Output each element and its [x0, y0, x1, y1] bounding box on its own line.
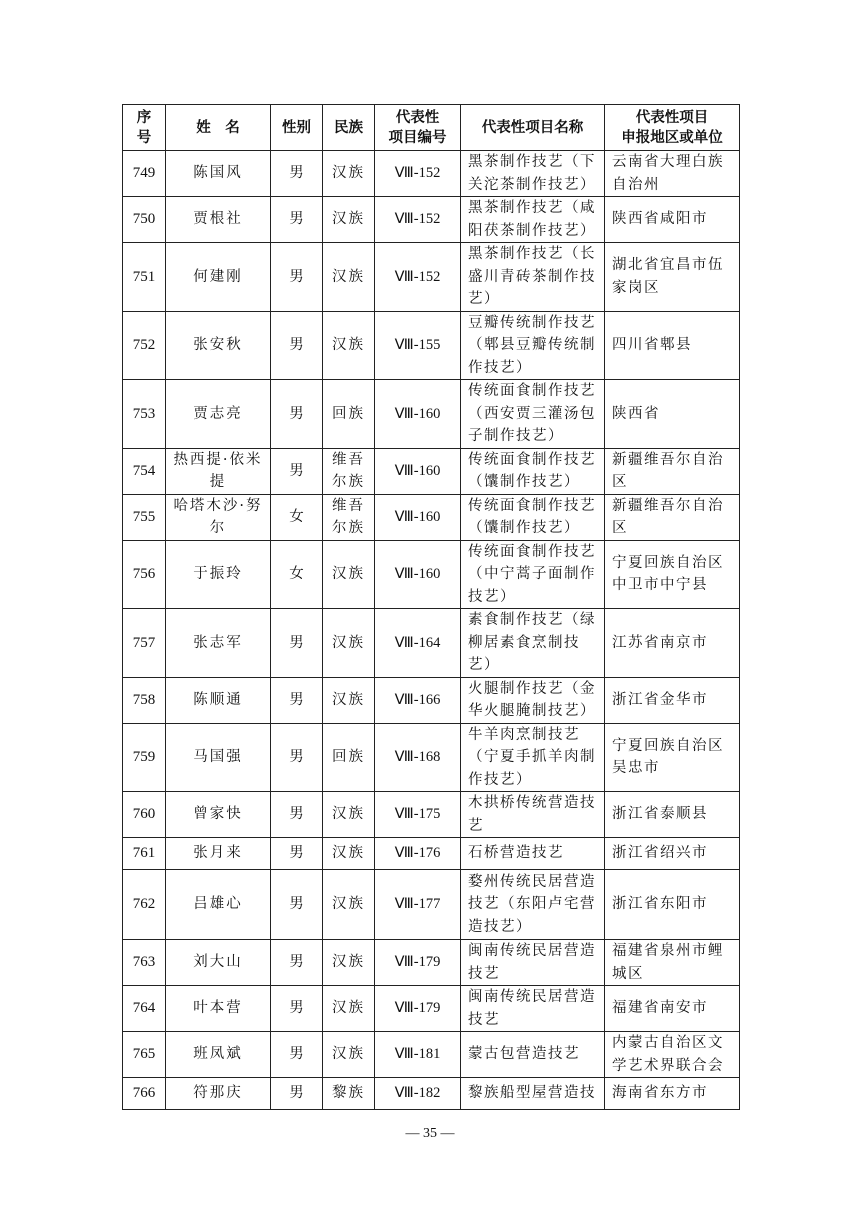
ethnicity-cell: 汉族: [323, 792, 375, 838]
project-name-cell: 牛羊肉烹制技艺 （宁夏手抓羊肉制 作技艺）: [461, 723, 605, 792]
gender-cell: 男: [271, 1078, 323, 1110]
project-code-cell: Ⅷ-181: [375, 1032, 461, 1078]
ethnicity-cell: 汉族: [323, 197, 375, 243]
name-cell: 贾根社: [166, 197, 271, 243]
table-row: [123, 1032, 740, 1078]
gender-cell: 男: [271, 380, 323, 449]
header-name: 姓 名: [166, 105, 271, 151]
gender-cell: 男: [271, 151, 323, 197]
table-row: [123, 380, 740, 449]
gender-cell: 男: [271, 986, 323, 1032]
name-cell: 班凤斌: [166, 1032, 271, 1078]
table-row: [123, 723, 740, 792]
serial-cell: 761: [123, 838, 166, 870]
project-name-cell: 蒙古包营造技艺: [461, 1032, 605, 1078]
region-cell: 宁夏回族自治区 中卫市中宁县: [605, 540, 740, 609]
region-cell: 陕西省咸阳市: [605, 197, 740, 243]
project-code-cell: Ⅷ-160: [375, 540, 461, 609]
project-code-cell: Ⅷ-160: [375, 448, 461, 494]
serial-cell: 749: [123, 151, 166, 197]
gender-cell: 男: [271, 1032, 323, 1078]
project-code-cell: Ⅷ-164: [375, 609, 461, 678]
table-row: [123, 940, 740, 986]
ethnicity-cell: 汉族: [323, 1032, 375, 1078]
ethnicity-cell: 回族: [323, 723, 375, 792]
serial-cell: 752: [123, 311, 166, 380]
project-code-cell: Ⅷ-160: [375, 380, 461, 449]
serial-cell: 753: [123, 380, 166, 449]
region-cell: 福建省南安市: [605, 986, 740, 1032]
name-cell: 哈塔木沙·努 尔: [166, 494, 271, 540]
name-cell: 张志军: [166, 609, 271, 678]
header-gender: 性别: [271, 105, 323, 151]
region-cell: 福建省泉州市鲤 城区: [605, 940, 740, 986]
header-ethnicity: 民族: [323, 105, 375, 151]
serial-cell: 755: [123, 494, 166, 540]
region-cell: 宁夏回族自治区 吴忠市: [605, 723, 740, 792]
ethnicity-cell: 汉族: [323, 540, 375, 609]
gender-cell: 男: [271, 677, 323, 723]
project-code-cell: Ⅷ-160: [375, 494, 461, 540]
ethnicity-cell: 维吾 尔族: [323, 494, 375, 540]
project-code-cell: Ⅷ-168: [375, 723, 461, 792]
table-row: [123, 1078, 740, 1110]
project-name-cell: 传统面食制作技艺 （馕制作技艺）: [461, 494, 605, 540]
ethnicity-cell: 汉族: [323, 838, 375, 870]
name-cell: 符那庆: [166, 1078, 271, 1110]
project-code-cell: Ⅷ-179: [375, 986, 461, 1032]
gender-cell: 男: [271, 723, 323, 792]
ethnicity-cell: 汉族: [323, 151, 375, 197]
serial-cell: 750: [123, 197, 166, 243]
ethnicity-cell: 汉族: [323, 243, 375, 312]
table-row: [123, 838, 740, 870]
table-row: [123, 986, 740, 1032]
serial-cell: 763: [123, 940, 166, 986]
serial-cell: 751: [123, 243, 166, 312]
heritage-inheritors-table: [122, 104, 740, 1110]
project-code-cell: Ⅷ-176: [375, 838, 461, 870]
gender-cell: 女: [271, 494, 323, 540]
gender-cell: 男: [271, 311, 323, 380]
region-cell: 云南省大理白族 自治州: [605, 151, 740, 197]
table-row: [123, 243, 740, 312]
name-cell: 陈顺通: [166, 677, 271, 723]
table-row: [123, 197, 740, 243]
gender-cell: 男: [271, 838, 323, 870]
serial-cell: 760: [123, 792, 166, 838]
name-cell: 热西提·依米 提: [166, 448, 271, 494]
project-code-cell: Ⅷ-152: [375, 243, 461, 312]
name-cell: 叶本营: [166, 986, 271, 1032]
name-cell: 吕雄心: [166, 870, 271, 940]
project-code-cell: Ⅷ-179: [375, 940, 461, 986]
table-row: [123, 870, 740, 940]
name-cell: 张月来: [166, 838, 271, 870]
serial-cell: 759: [123, 723, 166, 792]
project-name-cell: 素食制作技艺（绿 柳居素食烹制技 艺）: [461, 609, 605, 678]
gender-cell: 男: [271, 448, 323, 494]
project-code-cell: Ⅷ-177: [375, 870, 461, 940]
serial-cell: 756: [123, 540, 166, 609]
project-name-cell: 火腿制作技艺（金 华火腿腌制技艺）: [461, 677, 605, 723]
ethnicity-cell: 回族: [323, 380, 375, 449]
project-name-cell: 婺州传统民居营造 技艺（东阳卢宅营 造技艺）: [461, 870, 605, 940]
project-name-cell: 传统面食制作技艺 （西安贾三灌汤包 子制作技艺）: [461, 380, 605, 449]
project-name-cell: 木拱桥传统营造技 艺: [461, 792, 605, 838]
region-cell: 湖北省宜昌市伍 家岗区: [605, 243, 740, 312]
gender-cell: 男: [271, 609, 323, 678]
gender-cell: 男: [271, 940, 323, 986]
region-cell: 浙江省泰顺县: [605, 792, 740, 838]
serial-cell: 757: [123, 609, 166, 678]
table-row: [123, 448, 740, 494]
table-row: [123, 609, 740, 678]
project-name-cell: 闽南传统民居营造 技艺: [461, 940, 605, 986]
region-cell: 新疆维吾尔自治 区: [605, 494, 740, 540]
project-name-cell: 传统面食制作技艺 （馕制作技艺）: [461, 448, 605, 494]
table-header-row: [123, 105, 740, 151]
ethnicity-cell: 汉族: [323, 677, 375, 723]
project-name-cell: 传统面食制作技艺 （中宁蒿子面制作 技艺）: [461, 540, 605, 609]
table-row: [123, 494, 740, 540]
name-cell: 贾志亮: [166, 380, 271, 449]
page-number: — 35 —: [405, 1126, 455, 1141]
gender-cell: 男: [271, 870, 323, 940]
serial-cell: 754: [123, 448, 166, 494]
name-cell: 陈国风: [166, 151, 271, 197]
gender-cell: 男: [271, 197, 323, 243]
name-cell: 刘大山: [166, 940, 271, 986]
name-cell: 马国强: [166, 723, 271, 792]
table-row: [123, 792, 740, 838]
ethnicity-cell: 汉族: [323, 870, 375, 940]
project-code-cell: Ⅷ-182: [375, 1078, 461, 1110]
project-name-cell: 黑茶制作技艺（长 盛川青砖茶制作技 艺）: [461, 243, 605, 312]
ethnicity-cell: 汉族: [323, 311, 375, 380]
project-name-cell: 闽南传统民居营造 技艺: [461, 986, 605, 1032]
region-cell: 江苏省南京市: [605, 609, 740, 678]
project-code-cell: Ⅷ-152: [375, 151, 461, 197]
ethnicity-cell: 汉族: [323, 986, 375, 1032]
region-cell: 海南省东方市: [605, 1078, 740, 1110]
serial-cell: 765: [123, 1032, 166, 1078]
project-code-cell: Ⅷ-152: [375, 197, 461, 243]
region-cell: 浙江省东阳市: [605, 870, 740, 940]
region-cell: 浙江省绍兴市: [605, 838, 740, 870]
region-cell: 新疆维吾尔自治 区: [605, 448, 740, 494]
region-cell: 内蒙古自治区文 学艺术界联合会: [605, 1032, 740, 1078]
table-row: [123, 311, 740, 380]
name-cell: 张安秋: [166, 311, 271, 380]
project-name-cell: 黑茶制作技艺（咸 阳茯茶制作技艺）: [461, 197, 605, 243]
region-cell: 浙江省金华市: [605, 677, 740, 723]
serial-cell: 758: [123, 677, 166, 723]
name-cell: 何建刚: [166, 243, 271, 312]
serial-cell: 762: [123, 870, 166, 940]
header-project-code: 代表性 项目编号: [375, 105, 461, 151]
ethnicity-cell: 黎族: [323, 1078, 375, 1110]
header-region: 代表性项目 申报地区或单位: [605, 105, 740, 151]
header-project-name: 代表性项目名称: [461, 105, 605, 151]
table-row: [123, 151, 740, 197]
table-row: [123, 677, 740, 723]
region-cell: 陕西省: [605, 380, 740, 449]
name-cell: 于振玲: [166, 540, 271, 609]
ethnicity-cell: 汉族: [323, 609, 375, 678]
project-code-cell: Ⅷ-166: [375, 677, 461, 723]
table-row: [123, 540, 740, 609]
gender-cell: 男: [271, 792, 323, 838]
ethnicity-cell: 维吾 尔族: [323, 448, 375, 494]
project-code-cell: Ⅷ-175: [375, 792, 461, 838]
region-cell: 四川省郫县: [605, 311, 740, 380]
name-cell: 曾家快: [166, 792, 271, 838]
serial-cell: 764: [123, 986, 166, 1032]
project-name-cell: 豆瓣传统制作技艺 （郫县豆瓣传统制 作技艺）: [461, 311, 605, 380]
gender-cell: 男: [271, 243, 323, 312]
gender-cell: 女: [271, 540, 323, 609]
header-serial: 序 号: [123, 105, 166, 151]
serial-cell: 766: [123, 1078, 166, 1110]
ethnicity-cell: 汉族: [323, 940, 375, 986]
project-name-cell: 石桥营造技艺: [461, 838, 605, 870]
project-code-cell: Ⅷ-155: [375, 311, 461, 380]
project-name-cell: 黑茶制作技艺（下 关沱茶制作技艺）: [461, 151, 605, 197]
project-name-cell: 黎族船型屋营造技: [461, 1078, 605, 1110]
